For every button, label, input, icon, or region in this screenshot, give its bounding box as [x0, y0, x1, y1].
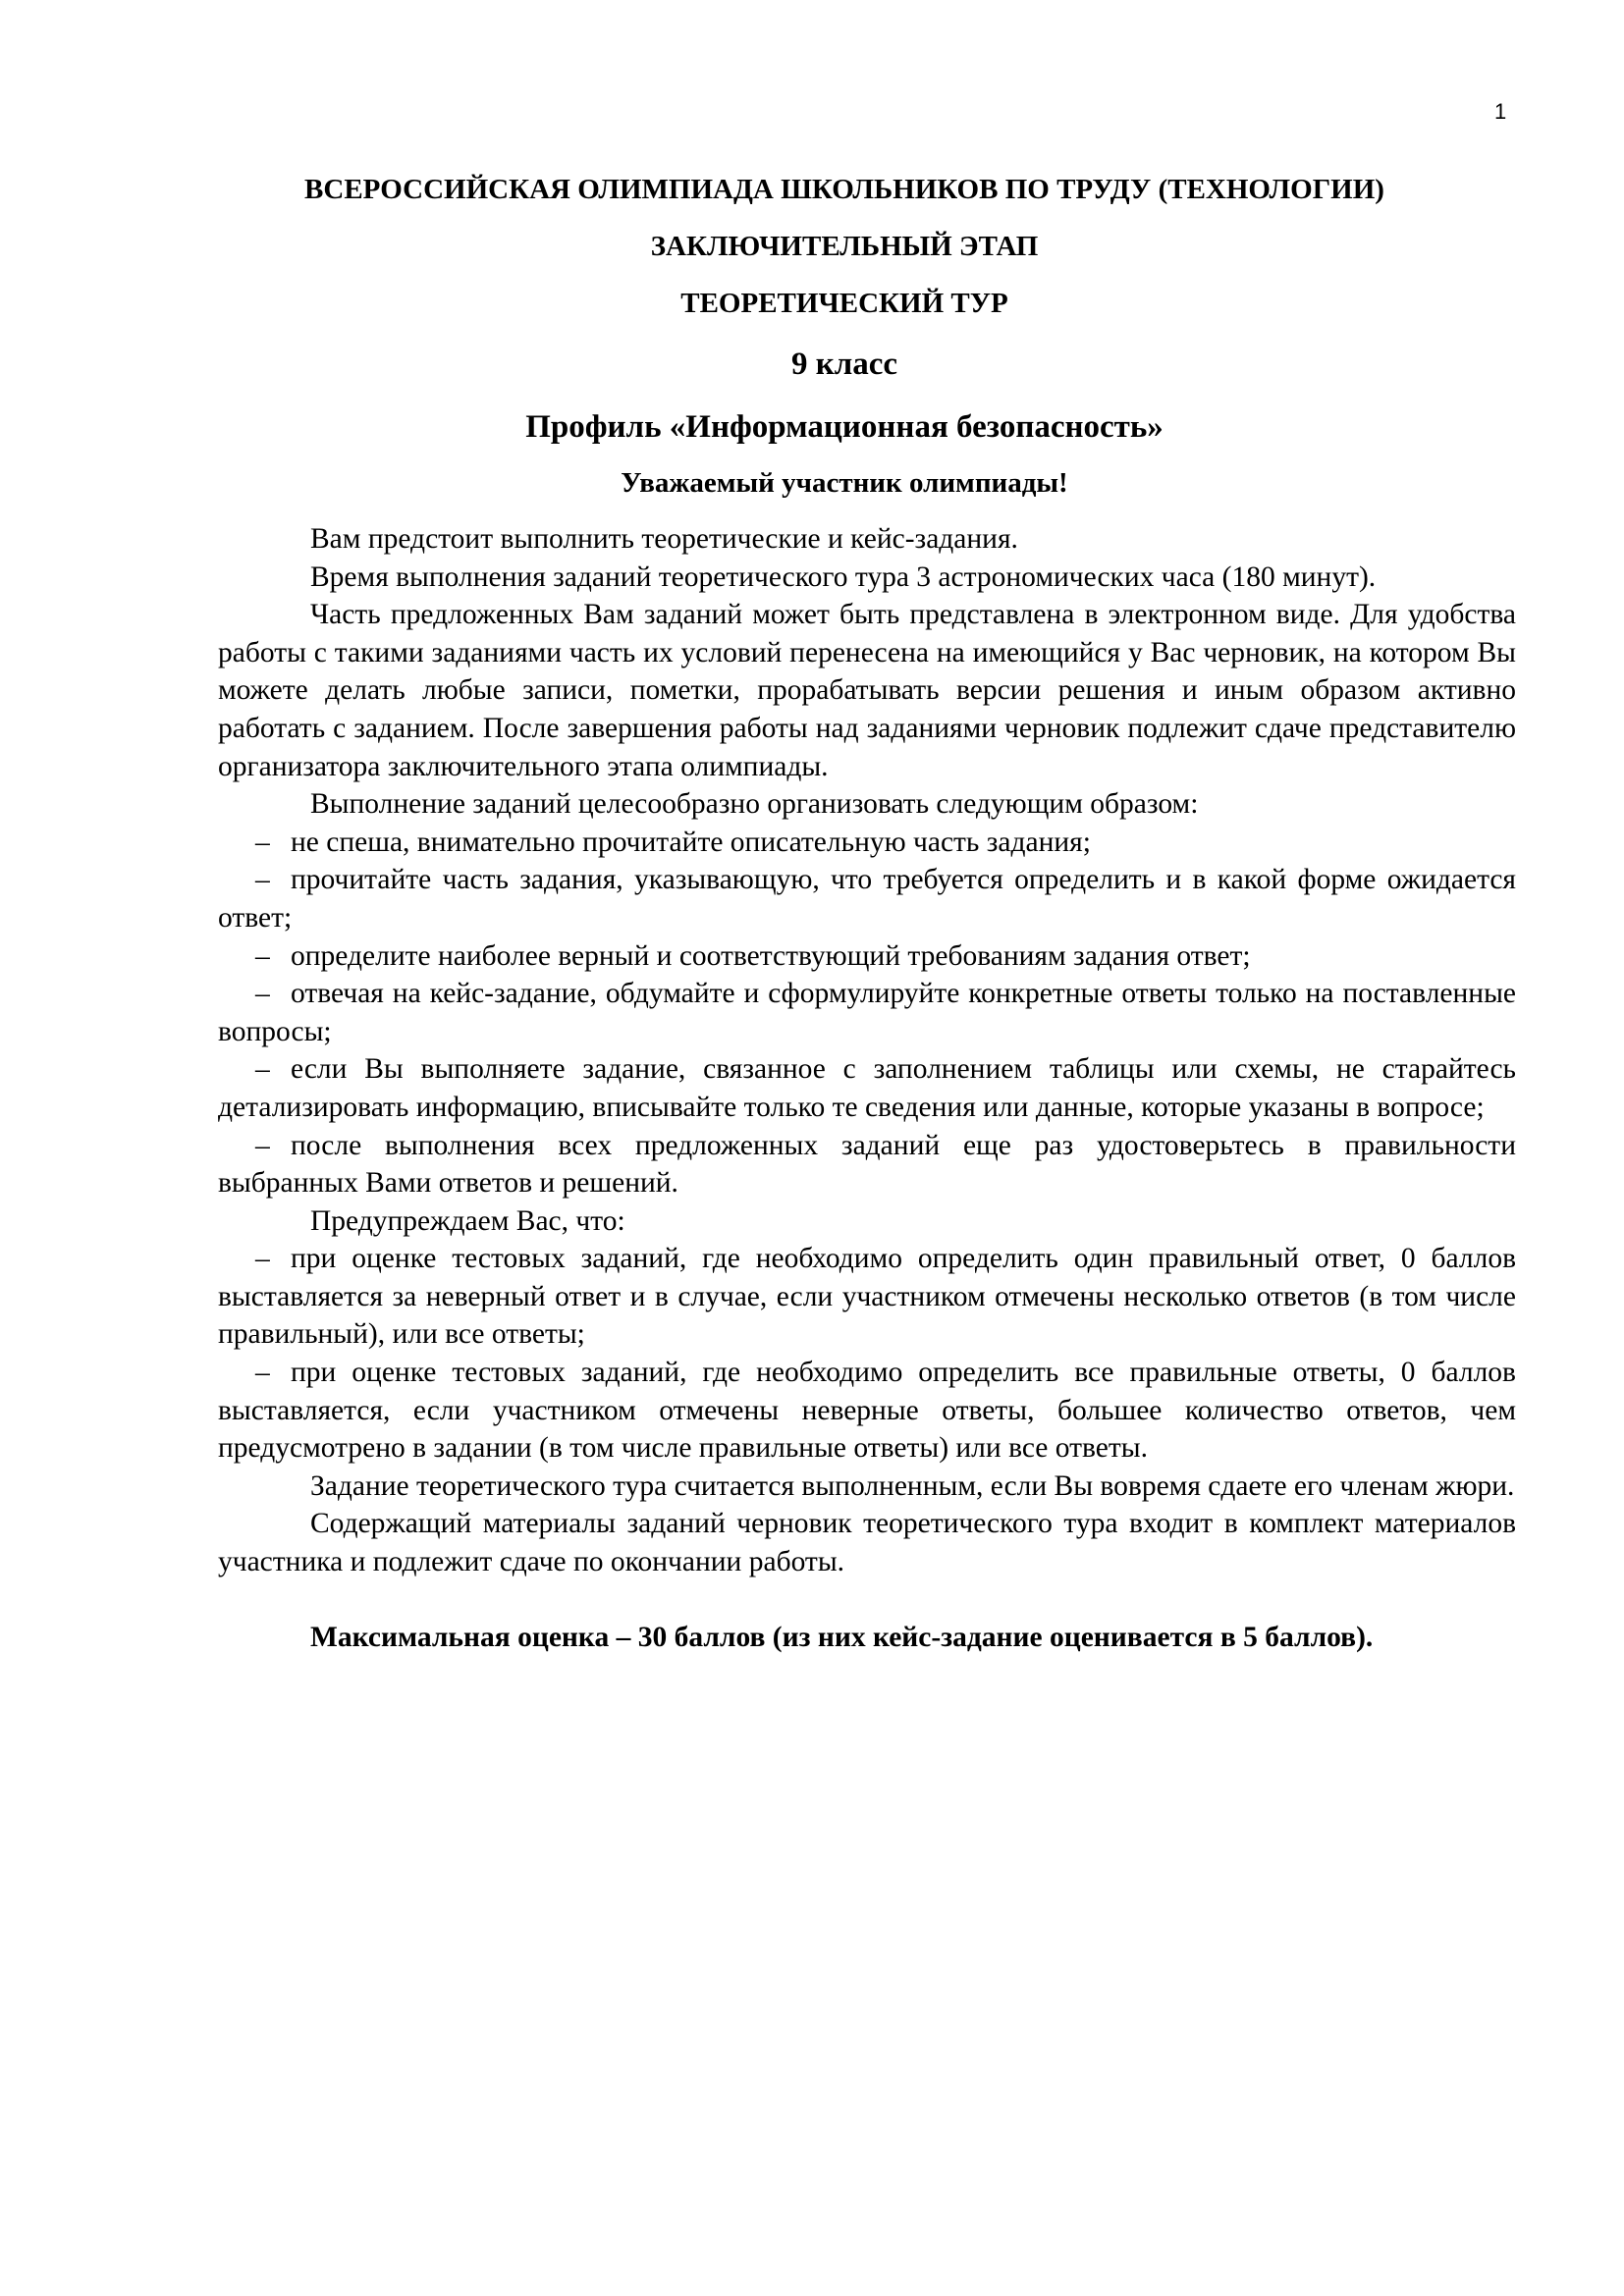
- paragraph-time: Время выполнения заданий теоретического тура 3 астрономических часа (180 минут).: [310, 561, 1377, 593]
- paragraph-submission: Содержащий материалы заданий черновик теоретического тура входит в комплект материалов участника и подлежит сдаче по окончании работы.: [218, 1508, 1516, 1578]
- olympiad-title: ВСЕРОССИЙСКАЯ ОЛИМПИАДА ШКОЛЬНИКОВ ПО ТРУДУ (ТЕХНОЛОГИИ): [304, 174, 1384, 205]
- dash-marker: –: [255, 826, 270, 858]
- dash-marker: –: [255, 939, 270, 972]
- spacer: [218, 1581, 1516, 1619]
- instructions-body: [218, 520, 1516, 1656]
- instruction-item: – если Вы выполняете задание, связанное с заполнением таблицы или схемы, не старайтесь детализировать информацию, вписывайте только те сведения или данные, которые указаны в вопросе;: [218, 1050, 1516, 1126]
- dash-marker: –: [255, 864, 270, 896]
- greeting: Уважаемый участник олимпиады!: [621, 467, 1068, 499]
- max-score: Максимальная оценка – 30 баллов (из них кейс-задание оценивается в 5 баллов).: [310, 1621, 1374, 1653]
- paragraph-draft: Часть предложенных Вам заданий может быть представлена в электронном виде. Для удобства работы с такими заданиями часть их условий перенесена на имеющийся у Вас черновик, на котором Вы можете делать любые записи, пометки, прорабатывать версии решения и иным образом активно работать с заданием. После завершения работы над заданиями черновик подлежит сдаче представителю организатора заключительного этапа олимпиады.: [218, 599, 1516, 782]
- instruction-item: – после выполнения всех предложенных заданий еще раз удостоверьтесь в правильности выбранных Вами ответов и решений.: [218, 1127, 1516, 1202]
- paragraph-completion: Задание теоретического тура считается выполненным, если Вы вовремя сдаете его членам жюри.: [310, 1469, 1515, 1502]
- instruction-item: – определите наиболее верный и соответствующий требованиям задания ответ;: [218, 937, 1516, 976]
- dash-marker: –: [255, 978, 270, 1010]
- round-title: ТЕОРЕТИЧЕСКИЙ ТУР: [680, 288, 1008, 319]
- grade-title: 9 класс: [790, 347, 898, 382]
- instruction-item: – отвечая на кейс-задание, обдумайте и сформулируйте конкретные ответы только на поставленные вопросы;: [218, 975, 1516, 1050]
- dash-marker: –: [255, 1129, 270, 1161]
- document-header: [177, 161, 1512, 507]
- warning-item: – при оценке тестовых заданий, где необходимо определить один правильный ответ, 0 баллов выставляется за неверный ответ и в случае, если участником отмечены несколько ответов (в том числе правильный), или все ответы;: [218, 1240, 1516, 1354]
- paragraph-tasks: Вам предстоит выполнить теоретические и кейс-задания.: [310, 523, 1018, 555]
- instruction-item: – прочитайте часть задания, указывающую, что требуется определить и в какой форме ожидается ответ;: [218, 861, 1516, 936]
- dash-marker: –: [255, 1243, 270, 1275]
- paragraph-organize: Выполнение заданий целесообразно организовать следующим образом:: [310, 788, 1199, 821]
- stage-title: ЗАКЛЮЧИТЕЛЬНЫЙ ЭТАП: [650, 231, 1039, 262]
- profile-title: Профиль «Информационная безопасность»: [525, 409, 1164, 445]
- dash-marker: –: [255, 1357, 270, 1389]
- warning-item: – при оценке тестовых заданий, где необходимо определить все правильные ответы, 0 баллов выставляется, если участником отмечены неверные ответы, большее количество ответов, чем предусмотрено в задании (в том числе правильные ответы) или все ответы.: [218, 1354, 1516, 1468]
- paragraph-warning: Предупреждаем Вас, что:: [310, 1204, 625, 1237]
- instruction-item: – не спеша, внимательно прочитайте описательную часть задания;: [218, 824, 1516, 862]
- dash-marker: –: [255, 1053, 270, 1086]
- page-number: 1: [1494, 99, 1507, 124]
